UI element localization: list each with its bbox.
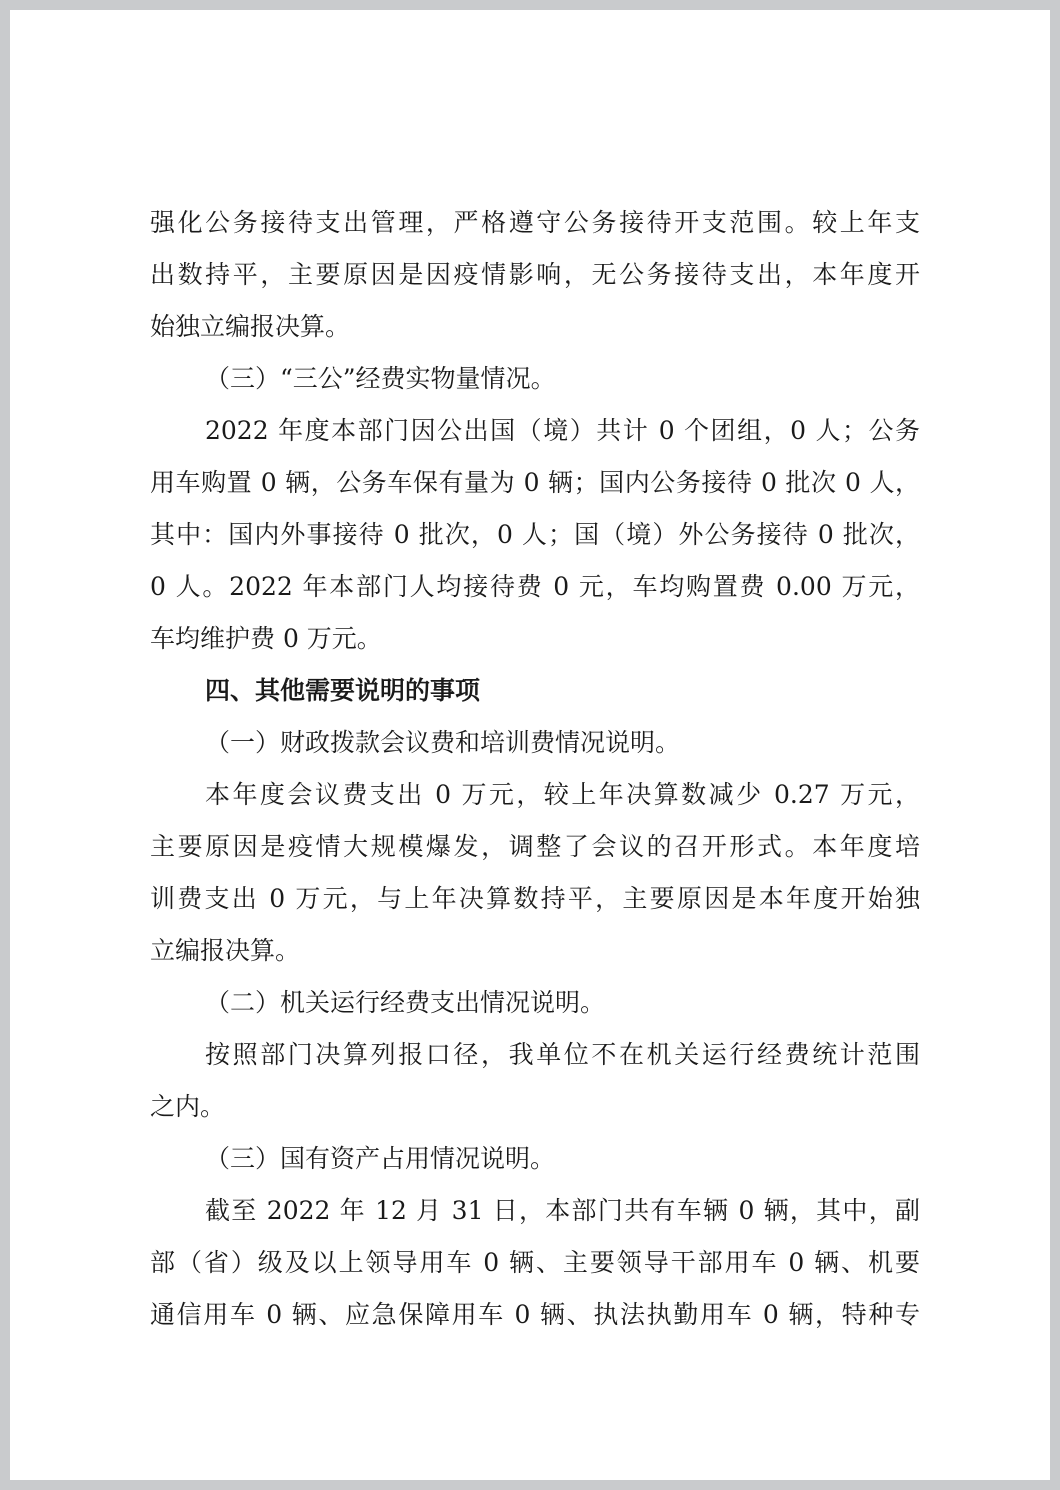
text-line: （一）财政拨款会议费和培训费情况说明。 (205, 728, 681, 757)
text-line: 截至 2022 年 12 月 31 日，本部门共有车辆 0 辆，其中，副 (205, 1196, 920, 1225)
text-line: 强化公务接待支出管理，严格遵守公务接待开支范围。较上年支 (150, 208, 920, 237)
subheading-operating-expenses (150, 977, 920, 1029)
text-line: （三）“三公”经费实物量情况。 (205, 364, 556, 393)
text-line: 部（省）级及以上领导用车 0 辆、主要领导干部用车 0 辆、机要 (150, 1248, 920, 1277)
paragraph-reception-expense (150, 197, 920, 353)
subheading-state-assets (150, 1133, 920, 1185)
subheading-meeting-training (150, 717, 920, 769)
paragraph-physical-quantities (150, 405, 920, 665)
text-line: 用车购置 0 辆，公务车保有量为 0 辆；国内公务接待 0 批次 0 人， (150, 468, 920, 497)
text-line: （二）机关运行经费支出情况说明。 (205, 988, 606, 1017)
text-line: 之内。 (150, 1092, 226, 1121)
text-line: 立编报决算。 (150, 936, 301, 965)
text-line: 始独立编报决算。 (150, 312, 351, 341)
document-body (150, 197, 920, 1341)
text-line: 2022 年度本部门因公出国（境）共计 0 个团组，0 人；公务 (205, 416, 920, 445)
text-line: 车均维护费 0 万元。 (150, 624, 382, 653)
paragraph-operating-expenses (150, 1029, 920, 1133)
text-line: 0 人。2022 年本部门人均接待费 0 元，车均购置费 0.00 万元， (150, 572, 920, 601)
text-line: 通信用车 0 辆、应急保障用车 0 辆、执法执勤用车 0 辆，特种专 (150, 1300, 920, 1329)
section-heading: 四、其他需要说明的事项 (205, 676, 481, 705)
text-line: 出数持平，主要原因是因疫情影响，无公务接待支出，本年度开 (150, 260, 920, 289)
text-line: 其中：国内外事接待 0 批次，0 人；国（境）外公务接待 0 批次， (150, 520, 920, 549)
text-line: 本年度会议费支出 0 万元，较上年决算数减少 0.27 万元， (205, 780, 920, 809)
text-line: 按照部门决算列报口径，我单位不在机关运行经费统计范围 (205, 1040, 920, 1069)
section-heading-other-matters (150, 665, 920, 717)
paragraph-state-assets (150, 1185, 920, 1341)
subheading-three-public-physical (150, 353, 920, 405)
text-line: （三）国有资产占用情况说明。 (205, 1144, 556, 1173)
text-line: 训费支出 0 万元，与上年决算数持平，主要原因是本年度开始独 (150, 884, 920, 913)
paragraph-meeting-training (150, 769, 920, 977)
document-page (10, 10, 1050, 1480)
text-line: 主要原因是疫情大规模爆发，调整了会议的召开形式。本年度培 (150, 832, 920, 861)
